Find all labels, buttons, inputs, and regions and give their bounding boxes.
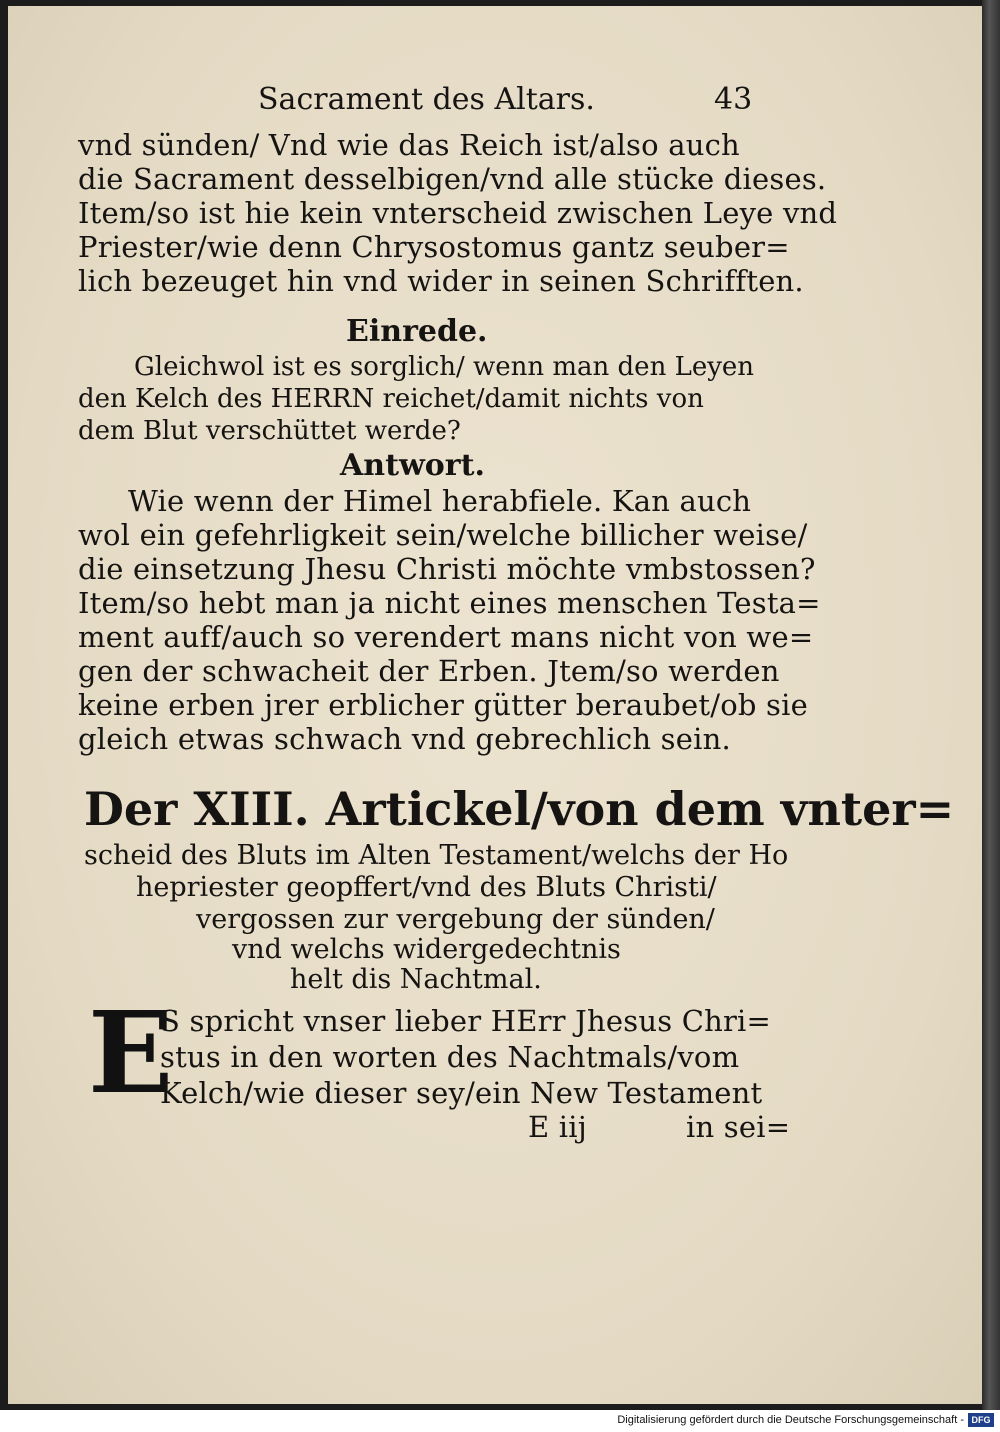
- article-line: helt dis Nachtmal.: [290, 964, 542, 995]
- antwort-line: ment auff/auch so verendert mans nicht von we=: [78, 620, 814, 654]
- antwort-line: Wie wenn der Himel herabfiele. Kan auch: [128, 484, 752, 518]
- einrede-line: dem Blut verschüttet werde?: [78, 416, 461, 446]
- body-line: die Sacrament desselbigen/vnd alle stücke dieses.: [78, 162, 827, 196]
- article-heading: Der XIII. Artickel/von dem vnter=: [84, 782, 955, 836]
- signature-mark: E iij: [528, 1110, 587, 1144]
- page-edge: [982, 0, 1000, 1410]
- antwort-line: Item/so hebt man ja nicht eines menschen Testa=: [78, 586, 821, 620]
- antwort-heading: Antwort.: [340, 448, 485, 483]
- antwort-line: wol ein gefehrligkeit sein/welche billicher weise/: [78, 518, 808, 552]
- body-line: Item/so ist hie kein vnterscheid zwischen Leye vnd: [78, 196, 838, 230]
- article-line: scheid des Bluts im Alten Testament/welchs der Ho: [84, 840, 789, 871]
- article-line: vergossen zur vergebung der sünden/: [196, 904, 715, 935]
- einrede-heading: Einrede.: [346, 314, 488, 349]
- einrede-line: den Kelch des HERRN reichet/damit nichts von: [78, 384, 704, 414]
- dfg-logo: DFG: [968, 1413, 994, 1427]
- page-number: 43: [714, 82, 753, 117]
- body-line: lich bezeuget hin vnd wider in seinen Schrifften.: [78, 264, 804, 298]
- einrede-line: Gleichwol ist es sorglich/ wenn man den Leyen: [134, 352, 755, 382]
- closing-line: stus in den worten des Nachtmals/vom: [160, 1040, 740, 1074]
- article-line: hepriester geopffert/vnd des Bluts Christi/: [136, 872, 717, 903]
- antwort-line: keine erben jrer erblicher gütter beraubet/ob sie: [78, 688, 808, 722]
- antwort-line: gleich etwas schwach vnd gebrechlich sein.: [78, 722, 731, 756]
- funding-credit: Digitalisierung gefördert durch die Deutsche Forschungsgemeinschaft -: [617, 1414, 964, 1426]
- closing-line: S spricht vnser lieber HErr Jhesus Chri=: [160, 1004, 771, 1038]
- running-title: Sacrament des Altars.: [258, 82, 595, 117]
- closing-line: Kelch/wie dieser sey/ein New Testament: [160, 1076, 763, 1110]
- antwort-line: die einsetzung Jhesu Christi möchte vmbstossen?: [78, 552, 816, 586]
- body-line: vnd sünden/ Vnd wie das Reich ist/also auch: [78, 128, 740, 162]
- article-line: vnd welchs widergedechtnis: [232, 934, 621, 965]
- antwort-line: gen der schwacheit der Erben. Jtem/so werden: [78, 654, 780, 688]
- drop-capital: E: [88, 988, 174, 1119]
- body-line: Priester/wie denn Chrysostomus gantz seuber=: [78, 230, 790, 264]
- catchword: in sei=: [686, 1110, 791, 1144]
